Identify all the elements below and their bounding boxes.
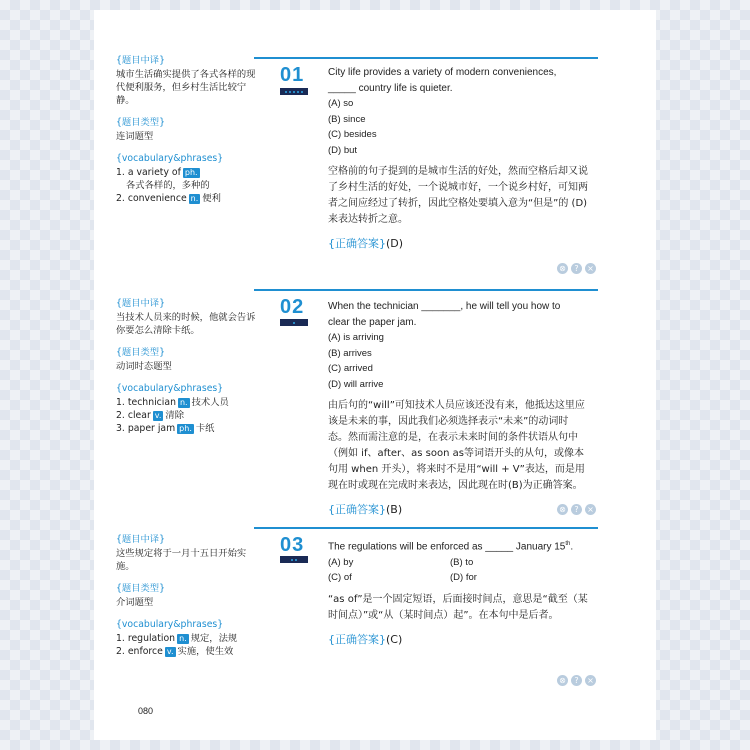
section-divider xyxy=(254,527,598,529)
section-divider xyxy=(254,289,598,291)
question-number-bar xyxy=(280,88,308,95)
question-number-bar xyxy=(280,319,308,326)
question-number-bar xyxy=(280,556,308,563)
vocab-item: 2. enforce v. 实施，使生效 xyxy=(116,646,234,657)
answer-line xyxy=(328,237,588,251)
question-text: When the technician _______, he will tell you how to clear the paper jam. xyxy=(328,301,561,328)
action-icons xyxy=(557,675,596,686)
question-notes-3 xyxy=(116,533,261,667)
translation-heading: {题目中译} xyxy=(116,534,166,545)
explanation-text: “as of”是一个固定短语，后面接时间点，意思是“截至（某时间点）”或“从（某时间点）起”。在本句中是后者。 xyxy=(328,593,588,621)
option: (C) arrived xyxy=(328,363,373,374)
question-body-3 xyxy=(328,537,588,647)
pos-tag: ph. xyxy=(179,424,192,433)
option: (B) to xyxy=(450,556,474,568)
pos-tag: v. xyxy=(154,411,162,420)
action-icons xyxy=(557,263,596,274)
type-text: 介词题型 xyxy=(116,597,154,608)
answer-label: {正确答案} xyxy=(328,632,386,646)
vocab-item: 2. convenience n. 便利 xyxy=(116,193,221,204)
question-body-1 xyxy=(328,65,588,251)
answer-value: (D) xyxy=(386,237,404,250)
option: (D) will arrive xyxy=(328,378,384,390)
translation-heading: {题目中译} xyxy=(116,298,166,309)
pos-tag: ph. xyxy=(184,168,198,177)
type-heading: {题目类型} xyxy=(116,583,166,594)
answer-label: {正确答案} xyxy=(328,503,386,516)
answer-line xyxy=(328,633,588,647)
vocab-item: 1. regulation n. 规定，法规 xyxy=(116,633,238,644)
option: (C) of xyxy=(328,572,352,584)
question-number: 02 xyxy=(280,296,305,318)
answer-value: (B) xyxy=(386,503,403,516)
option-grid xyxy=(328,555,588,586)
explanation-text: 空格前的句子提到的是城市生活的好处，然而空格后却又说了乡村生活的好处，一个说城市好，一个说乡村好，可知两者之间应经过了转折，因此空格处要填入意为“但是”的 (D) 来表达转折之意。 xyxy=(328,166,588,225)
answer-label: {正确答案} xyxy=(328,237,386,250)
option: (D) but xyxy=(328,144,358,156)
option: (B) since xyxy=(328,113,366,125)
type-text: 动词时态题型 xyxy=(116,361,172,372)
vocab-heading: {vocabulary&phrases} xyxy=(116,383,224,394)
explanation-text: 由后句的“will”可知技术人员应该还没有来，他抵达这里应该是未来的事，因此我们必须选择表示“未来”的动词时态。然而需注意的是，在表示未来时间的条件状语从句中（例如 if、after、as soon as等词语开头的从句，或像本句用 when 开头），将来时不是用“will + V”表达，而是用现在时或现在完成时来表达，因此现在时(B)为正确答案。 xyxy=(328,400,585,491)
question-body-2 xyxy=(328,299,588,517)
translation-text: 城市生活确实提供了各式各样的现代便利服务，但乡村生活比较宁静。 xyxy=(116,69,256,106)
option: (D) for xyxy=(450,572,477,584)
question-text: City life provides a variety of modern conveniences, _____ country life is quieter. xyxy=(328,67,557,94)
vocab-item: 2. clear v. 清除 xyxy=(116,410,185,421)
vocab-item: 1. a variety of ph. xyxy=(116,167,198,178)
circle-x-icon[interactable]: ⊗ xyxy=(557,504,568,515)
translation-text: 这些规定将于一月十五日开始实施。 xyxy=(116,548,247,572)
option: (B) arrives xyxy=(328,347,372,359)
type-text: 连词题型 xyxy=(116,131,154,142)
close-icon[interactable]: × xyxy=(585,675,596,686)
option: (A) by xyxy=(328,556,354,568)
vocab-heading: {vocabulary&phrases} xyxy=(116,153,224,164)
page xyxy=(94,10,656,740)
question-number: 01 xyxy=(280,64,305,86)
type-heading: {题目类型} xyxy=(116,117,166,128)
option: (C) besides xyxy=(328,129,377,140)
vocab-item: 3. paper jam ph. 卡纸 xyxy=(116,423,215,434)
question-notes-1 xyxy=(116,54,261,214)
action-icons xyxy=(557,504,596,515)
translation-heading: {题目中译} xyxy=(116,55,166,66)
question-icon[interactable]: ? xyxy=(571,263,582,274)
close-icon[interactable]: × xyxy=(585,263,596,274)
section-divider xyxy=(254,57,598,59)
circle-x-icon[interactable]: ⊗ xyxy=(557,675,568,686)
translation-text: 当技术人员来的时候，他就会告诉你要怎么清除卡纸。 xyxy=(116,312,256,336)
question-icon[interactable]: ? xyxy=(571,504,582,515)
pos-tag: n. xyxy=(179,634,187,643)
pos-tag: n. xyxy=(179,398,188,407)
question-icon[interactable]: ? xyxy=(571,675,582,686)
answer-value: (C) xyxy=(386,632,403,646)
vocab-item: 1. technician n. 技术人员 xyxy=(116,397,229,408)
vocab-meaning: 各式各样的，多种的 xyxy=(126,180,210,191)
option: (A) is arriving xyxy=(328,332,384,343)
page-number: 080 xyxy=(138,706,154,716)
close-icon[interactable]: × xyxy=(585,504,596,515)
pos-tag: v. xyxy=(166,647,174,656)
answer-line xyxy=(328,503,588,517)
option: (A) so xyxy=(328,98,354,109)
question-text: The regulations will be enforced as _____ January 15th. xyxy=(328,541,574,553)
vocab-heading: {vocabulary&phrases} xyxy=(116,619,224,630)
type-heading: {题目类型} xyxy=(116,347,166,358)
circle-x-icon[interactable]: ⊗ xyxy=(557,263,568,274)
pos-tag: n. xyxy=(190,194,199,203)
question-number: 03 xyxy=(280,534,305,556)
question-notes-2 xyxy=(116,297,261,444)
